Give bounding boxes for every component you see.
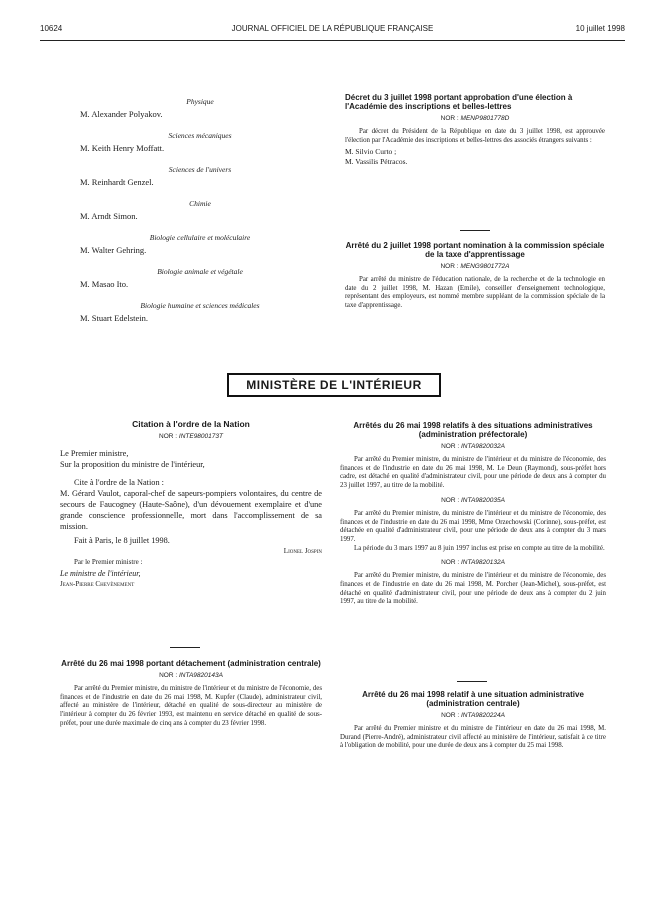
associates-list xyxy=(80,92,320,334)
associate-entry xyxy=(80,164,320,188)
arrete-commission-body: Par arrêté du ministre de l'éducation nationale, de la recherche et de la technologie en date du 2 juillet 1998, M. Hazan (Emile), conseiller d'enseignement technologique, représentant des employeurs, est nommé membre suppléant de la commission spéciale de la taxe d'apprentissage. xyxy=(345,276,605,310)
nor-code: MENG9801772A xyxy=(460,263,510,270)
prefectorale-body: Par arrêté du Premier ministre, du ministre de l'intérieur et du ministre de l'économie, des finances et de l'industrie en date du 26 mai 1998, M. Le Deun (Raymond), sous-préfet hors cadre, est détaché en qualité d'administrateur civil, pour une période de deux ans à compter du 23 juillet 1997, au titre de la mobilité. xyxy=(340,456,606,490)
associate-member: M. Walter Gehring. xyxy=(80,245,147,255)
nor-code: INTA9820143A xyxy=(178,672,223,679)
associate-category: Biologie humaine et sciences médicales xyxy=(140,301,260,310)
nor-code: INTA9820224A xyxy=(460,712,505,719)
associate-category: Sciences de l'univers xyxy=(168,165,232,174)
associate-category: Biologie animale et végétale xyxy=(157,267,243,276)
arrete-situation-nor: NOR : INTA9820224A xyxy=(441,712,505,719)
citation-place-date: Fait à Paris, le 8 juillet 1998. xyxy=(74,536,170,545)
associate-category: Physique xyxy=(186,97,214,106)
associate-entry xyxy=(80,198,320,222)
arrete-detachement-nor: NOR : INTA9820143A xyxy=(159,672,223,679)
prefectorale-item xyxy=(340,443,606,491)
decret-title: Décret du 3 juillet 1998 portant approbation d'une élection à l'Académie des inscriptions et belles-lettres xyxy=(345,93,573,111)
prefectorale-body: Par arrêté du Premier ministre, du ministre de l'intérieur et du ministre de l'économie, des finances et de l'industrie en date du 26 mai 1998, Mme Orzechowski (Corinne), sous-préfet, est détachée en qualité d'administrateur civil, pour une période de deux ans à compter du 3 mars 1997. xyxy=(340,509,606,543)
arrete-detachement-title: Arrêté du 26 mai 1998 portant détachement (administration centrale) xyxy=(61,659,321,668)
ministry-heading: MINISTÈRE DE L'INTÉRIEUR xyxy=(227,373,441,397)
arrete-detachement-section xyxy=(60,659,322,729)
prefectorale-item xyxy=(340,559,606,607)
citation-minister-name: Jean-Pierre Chevènement xyxy=(60,580,135,588)
arrete-detachement-body: Par arrêté du Premier ministre, du ministre de l'intérieur et du ministre de l'économie, des finances et de l'industrie en date du 26 mai 1998, M. Kupfer (Claude), administrateur civil, affecté au ministère de l'intérieur, détaché en qualité de sous-directeur au ministère de l'intérieur à compter du 26 février 1993, est maintenu en service détaché en qualité de sous-préfet, pour une durée maximale de cinq ans à compter du 23 février 1998. xyxy=(60,685,322,727)
decret-name: M. Vassilis Pétracos. xyxy=(345,157,408,167)
citation-title: Citation à l'ordre de la Nation xyxy=(132,419,250,429)
arrete-commission-title: Arrêté du 2 juillet 1998 portant nomination à la commission spéciale de la taxe d'apprentissage xyxy=(345,241,605,259)
associate-category: Chimie xyxy=(189,199,211,208)
associate-member: M. Reinhardt Genzel. xyxy=(80,177,154,187)
running-header xyxy=(40,24,625,38)
journal-title: JOURNAL OFFICIEL DE LA RÉPUBLIQUE FRANÇAISE xyxy=(231,24,434,33)
citation-signatory: Lionel Jospin xyxy=(283,547,322,555)
citation-nor: NOR : INTE9800173T xyxy=(159,433,223,440)
section-divider xyxy=(170,647,200,648)
arrete-situation-body: Par arrêté du Premier ministre et du ministre de l'intérieur en date du 26 mai 1998, M. Durand (Pierre-André), administrateur civil affecté au ministère de l'intérieur, satisfait à ce titre à l'obligation de mobilité, pour une durée de deux ans à compter du 25 mai 1998. xyxy=(340,725,606,750)
decret-body: Par décret du Président de la République en date du 3 juillet 1998, est approuvée l'élection par l'Académie des inscriptions et belles-lettres des associés étrangers suivants : xyxy=(345,128,605,144)
nor-code: INTA9820035A xyxy=(460,496,505,504)
nor-code: MENP9801778D xyxy=(460,115,510,122)
arretes-prefectorale-section xyxy=(340,421,606,607)
associate-member: M. Alexander Polyakov. xyxy=(80,109,163,119)
decret-name: M. Silvio Curto ; xyxy=(345,147,397,157)
header-rule xyxy=(40,40,625,41)
decret-section xyxy=(345,93,605,167)
nor-code: INTE9800173T xyxy=(178,433,223,440)
associate-entry xyxy=(80,232,320,256)
section-divider xyxy=(460,230,490,231)
decret-nor: NOR : MENP9801778D xyxy=(440,115,510,122)
associate-member: M. Arndt Simon. xyxy=(80,211,138,221)
section-divider xyxy=(457,681,487,682)
arrete-commission-section xyxy=(345,241,605,311)
citation-line: Cite à l'ordre de la Nation : xyxy=(74,478,164,487)
prefectorale-nor: NOR : INTA9820132A xyxy=(441,559,505,567)
associate-entry xyxy=(80,130,320,154)
citation-line: Le Premier ministre, xyxy=(60,449,129,458)
prefectorale-body: Par arrêté du Premier ministre, du ministre de l'intérieur et du ministre de l'économie, des finances et de l'industrie en date du 26 mai 1998, M. Porcher (Jean-Michel), sous-préfet, est détaché en qualité d'administrateur civil, pour une période de deux ans à compter du 2 juin 1997, au titre de la mobilité. xyxy=(340,572,606,606)
arrete-commission-nor: NOR : MENG9801772A xyxy=(440,263,510,270)
arrete-situation-title: Arrêté du 26 mai 1998 relatif à une situation administrative (administration centrale) xyxy=(362,690,584,708)
prefectorale-item xyxy=(340,497,606,554)
associate-entry xyxy=(80,266,320,290)
associate-entry xyxy=(80,96,320,120)
arrete-situation-section xyxy=(340,690,606,751)
associate-member: M. Masao Ito. xyxy=(80,279,129,289)
prefectorale-nor: NOR : INTA9820035A xyxy=(441,496,505,504)
associate-category: Biologie cellulaire et moléculaire xyxy=(149,233,251,242)
page-number: 10624 xyxy=(40,24,63,33)
associate-member: M. Keith Henry Moffatt. xyxy=(80,143,165,153)
associate-entry xyxy=(80,300,320,324)
prefectorale-body: La période du 3 mars 1997 au 8 juin 1997 inclus est prise en compte au titre de la mobilité. xyxy=(354,544,605,552)
citation-minister-title: Le ministre de l'intérieur, xyxy=(60,569,141,578)
arretes-prefectorale-title: Arrêtés du 26 mai 1998 relatifs à des situations administratives (administration préfectorale) xyxy=(353,421,593,439)
citation-line: Sur la proposition du ministre de l'intérieur, xyxy=(60,460,205,469)
associate-member: M. Stuart Edelstein. xyxy=(80,313,148,323)
citation-body: M. Gérard Vaulot, caporal-chef de sapeurs-pompiers volontaires, du centre de secours de Faucogney (Haute-Saône), d'un dévouement exemplaire et d'une grande conscience professionnelle, mort dans l'accomplissement de sa mission. xyxy=(60,489,322,531)
citation-section xyxy=(60,420,322,590)
citation-by-line: Par le Premier ministre : xyxy=(74,558,143,566)
issue-date: 10 juillet 1998 xyxy=(575,24,625,33)
associate-category: Sciences mécaniques xyxy=(168,131,232,140)
nor-code: INTA9820032A xyxy=(460,443,505,450)
nor-code: INTA9820132A xyxy=(460,559,505,567)
prefectorale-nor: NOR : INTA9820032A xyxy=(441,443,505,450)
